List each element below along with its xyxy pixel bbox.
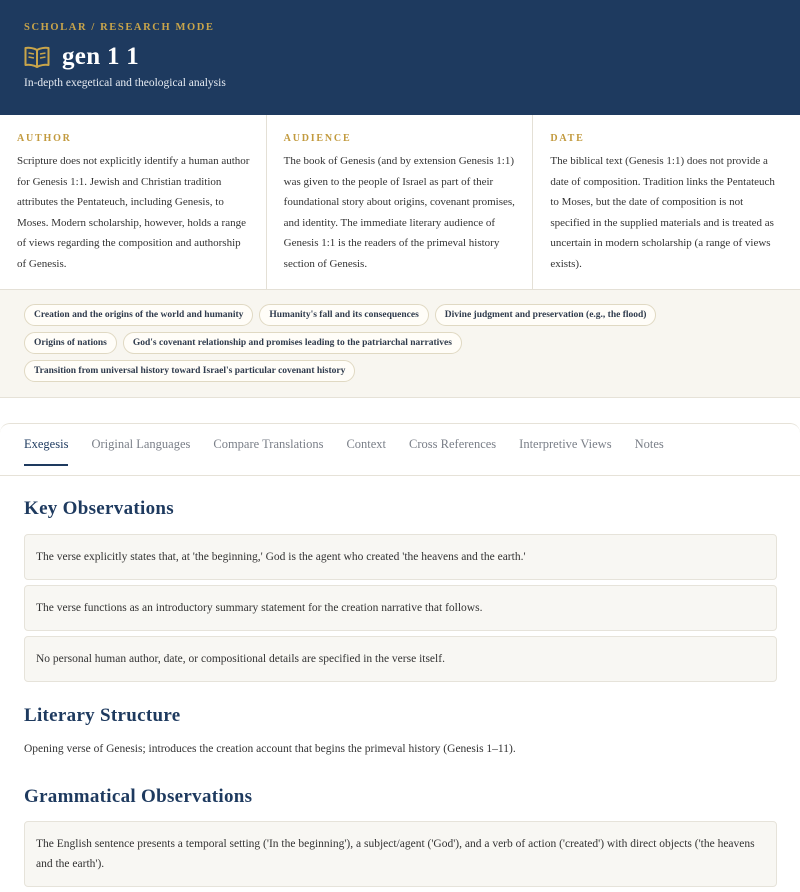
tab-label: Context — [346, 437, 387, 451]
audience-column — [267, 115, 534, 289]
date-column — [533, 115, 800, 289]
theme-chip[interactable]: God's covenant relationship and promises leading to the patriarchal narratives — [123, 332, 462, 354]
tab-label: Original Languages — [91, 437, 191, 451]
meta-panel — [0, 115, 800, 290]
observation-item: The verse explicitly states that, at 'the beginning,' God is the agent who created 'the heavens and the earth.' — [24, 534, 777, 580]
date-heading: DATE — [550, 133, 585, 144]
author-text: Scripture does not explicitly identify a human author for Genesis 1:1. Jewish and Christian tradition attributes the Pentateuch, including Genesis, to Moses. Modern scholarship, however, holds a range of views regarding the composition and authorship of Genesis. — [17, 155, 250, 270]
page-header — [0, 0, 800, 115]
theme-chip[interactable]: Humanity's fall and its consequences — [259, 304, 428, 326]
tab-notes[interactable] — [635, 424, 664, 476]
date-text: The biblical text (Genesis 1:1) does not provide a date of composition. Tradition links the Pentateuch to Moses, but the date of composition is not specified in the supplied materials and is treated as uncertain in modern scholarship (a range of views exists). — [550, 155, 775, 270]
tab-context[interactable] — [346, 424, 386, 476]
page-subtitle: In-depth exegetical and theological analysis — [24, 77, 226, 89]
audience-text: The book of Genesis (and by extension Genesis 1:1) was given to the people of Israel as part of their foundational story about origins, covenant promises, and identity. The immediate literary audience of Genesis 1:1 is the readers of the primeval history section of Genesis. — [283, 155, 515, 270]
chip-row — [24, 304, 800, 326]
page-title: gen 1 1 — [62, 43, 140, 70]
tab-label: Notes — [634, 437, 664, 451]
literary-structure-text: Opening verse of Genesis; introduces the creation account that begins the primeval history (Genesis 1–11). — [24, 743, 516, 755]
tab-original-languages[interactable] — [91, 424, 190, 476]
author-column — [0, 115, 267, 289]
theme-chip[interactable]: Transition from universal history toward Israel's particular covenant history — [24, 360, 355, 382]
tab-label: Cross References — [409, 437, 497, 451]
title-row — [24, 43, 139, 71]
open-book-icon — [24, 46, 50, 68]
tab-cross-references[interactable] — [409, 424, 496, 476]
theme-chip[interactable]: Creation and the origins of the world and humanity — [24, 304, 253, 326]
author-heading: AUTHOR — [17, 133, 72, 144]
tab-exegesis[interactable] — [24, 424, 68, 476]
tab-label: Interpretive Views — [519, 437, 612, 451]
tab-label: Compare Translations — [213, 437, 324, 451]
chip-row — [24, 360, 800, 382]
chip-row — [24, 332, 800, 354]
grammatical-observations-title: Grammatical Observations — [24, 786, 253, 807]
key-observations-title: Key Observations — [24, 498, 174, 519]
mode-label: SCHOLAR / RESEARCH MODE — [24, 22, 215, 33]
observation-item: No personal human author, date, or compositional details are specified in the verse itself. — [24, 636, 777, 682]
tab-compare-translations[interactable] — [213, 424, 323, 476]
grammatical-observation-item: The English sentence presents a temporal setting ('In the beginning'), a subject/agent ('God'), and a verb of action ('created') with direct objects ('the heavens and the earth'). — [24, 821, 777, 887]
theme-chip[interactable]: Divine judgment and preservation (e.g., the flood) — [435, 304, 657, 326]
observation-item: The verse functions as an introductory summary statement for the creation narrative that follows. — [24, 585, 777, 631]
audience-heading: AUDIENCE — [283, 133, 352, 144]
literary-structure-title: Literary Structure — [24, 705, 181, 726]
tab-interpretive-views[interactable] — [519, 424, 611, 476]
theme-chip[interactable]: Origins of nations — [24, 332, 117, 354]
themes-panel — [0, 290, 800, 398]
tab-bar — [0, 423, 800, 476]
tab-label: Exegesis — [24, 434, 68, 466]
